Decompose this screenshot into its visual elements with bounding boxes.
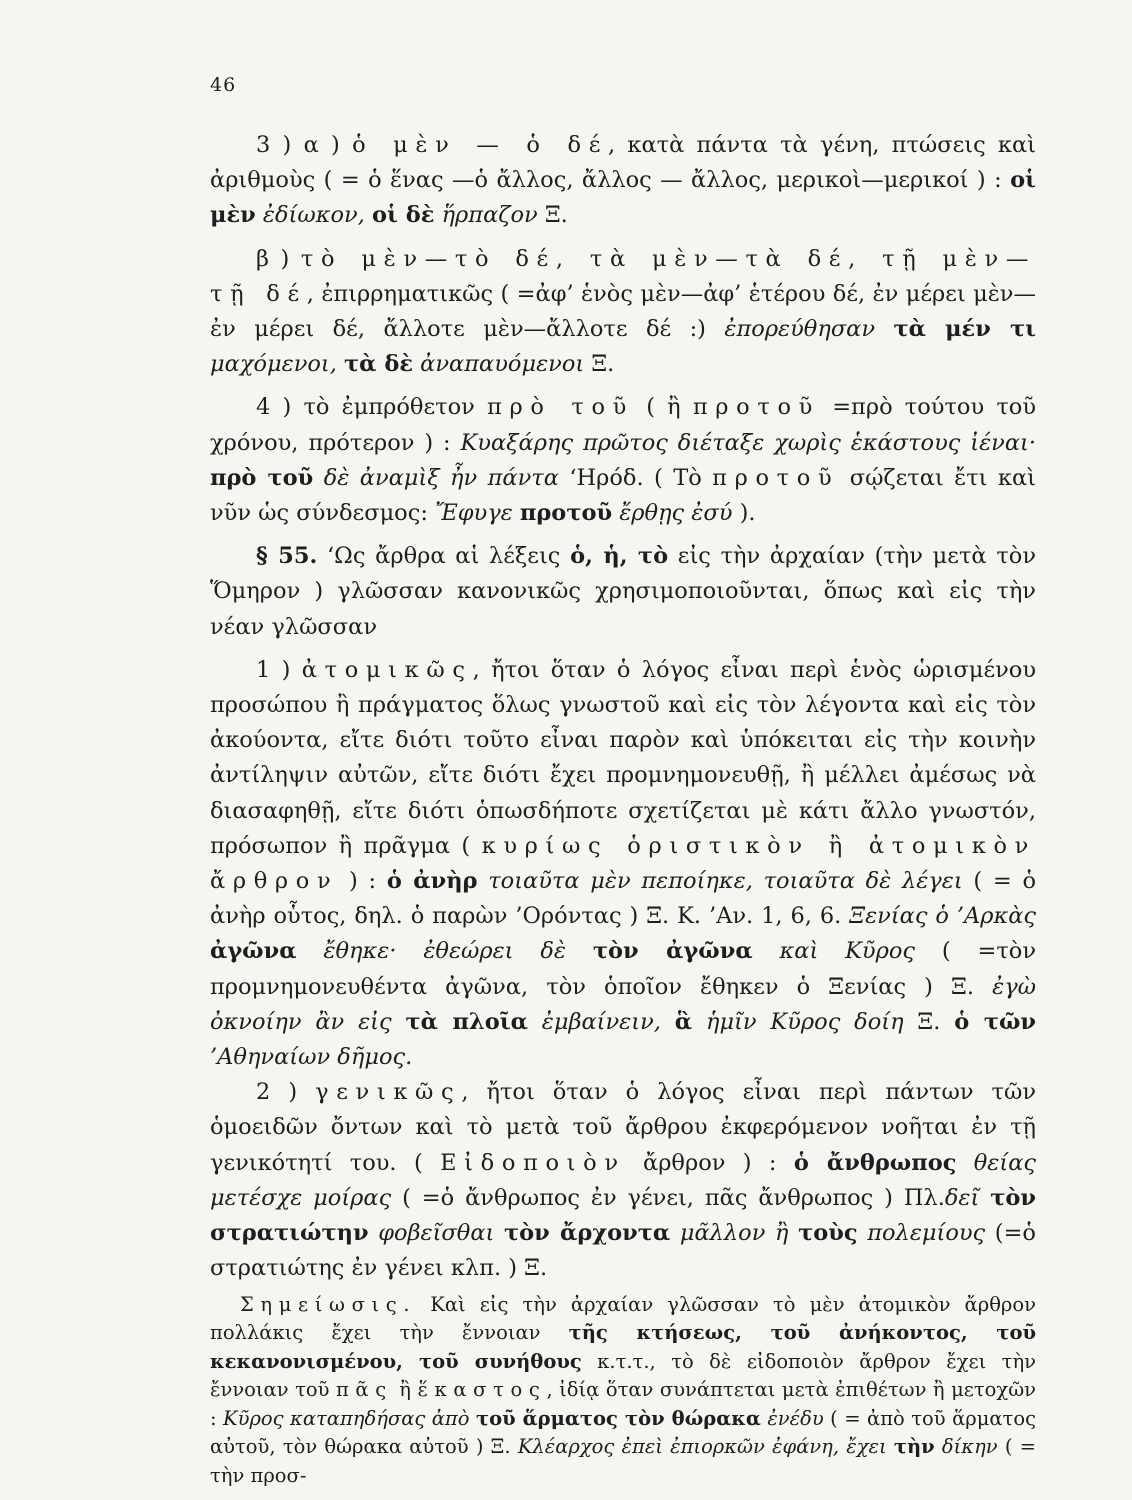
- bold-example: τοὺς: [798, 1220, 858, 1247]
- italic-example: ἔρθῃς ἐσύ: [612, 500, 733, 527]
- italic-example: φοβεῖσθαι: [368, 1220, 504, 1247]
- text-run: ) :: [338, 868, 387, 895]
- italic-example: ἀναπαυόμενοι: [413, 351, 585, 378]
- paragraph-2-generic: [210, 1075, 1036, 1286]
- bold-example: προτοῦ: [519, 500, 613, 527]
- paragraph-3b: [210, 242, 1036, 383]
- bold-example: τῆς κτήσεως, τοῦ ἀνήκοντος, τοῦ κεκανονισμένου, τοῦ συνήθους: [210, 1321, 1036, 1373]
- italic-example: ἐδίωκον,: [255, 202, 372, 229]
- bold-example: τὰ δὲ: [344, 351, 414, 378]
- body-text: [210, 128, 1036, 1491]
- text-run: ἄρθρον ) :: [625, 1149, 794, 1176]
- bold-example: ὁ ἄνθρωπος: [793, 1149, 957, 1176]
- text-run: εἰς τὴν ἀρχαίαν (τὴν μετὰ τὸν Ὅμηρον ) γλῶσσαν κανονικῶς χρησιμοποιοῦνται, ὅπως καὶ εἰς τὴν νέαν γλῶσσαν: [210, 543, 1036, 640]
- spaced-term: Εἰδοποιὸν: [440, 1149, 626, 1176]
- italic-example: τοιαῦτα μὲν πεποίηκε, τοιαῦτα δὲ λέγει: [477, 868, 963, 895]
- italic-example: θείας μετέσχε μοίρας: [210, 1149, 1036, 1211]
- text-run: ( =ὁ ἄνθρωπος ἐν γένει, πᾶς ἄνθρωπος ) Πλ.: [391, 1184, 945, 1211]
- note-label: Σημείωσις.: [240, 1292, 417, 1316]
- italic-example: ’Αθηναίων δῆμος.: [210, 1044, 413, 1071]
- bold-example: τὰ πλοῖα: [405, 1008, 528, 1035]
- item-label: 3 ) α ): [256, 132, 353, 158]
- bold-example: οἱ μὲν: [210, 167, 1036, 229]
- text-run: ( =τὸν προμνημονευθέντα ἀγῶνα, τὸν ὁποῖον ἔθηκεν ὁ Ξενίας ) Ξ.: [210, 938, 1036, 1000]
- spaced-term: ἕκαστος: [417, 1378, 547, 1402]
- italic-example: Ἔφυγε: [435, 500, 520, 527]
- italic-example: καὶ Κῦρος: [752, 938, 915, 965]
- text-run: ‘Ως ἄρθρα αἱ λέξεις: [317, 543, 571, 570]
- text-run: Ξ.: [903, 1008, 955, 1035]
- bold-example: ἀγῶνα: [210, 938, 297, 965]
- spaced-term: ἀτομικῶς: [301, 656, 473, 683]
- italic-example: Κυαξάρης πρῶτος διέταξε χωρὶς ἑκάστους ἰέναι·: [460, 429, 1037, 456]
- paragraph-3a: [210, 128, 1036, 234]
- spaced-term: προτοῦ: [712, 464, 840, 491]
- spaced-term: κυρίως ὁριστικὸν ἢ ἀτομικὸν ἄρθρον: [210, 832, 1037, 895]
- italic-example: μᾶλλον ἢ: [670, 1220, 799, 1247]
- text-run: Ξ.: [537, 202, 568, 229]
- bold-example: ὁ ἀνὴρ: [386, 868, 478, 895]
- bold-example: πρὸ τοῦ: [210, 464, 314, 491]
- paragraph-4: [210, 390, 1036, 531]
- spaced-term: προτοῦ: [692, 394, 820, 421]
- item-label: β ): [256, 245, 301, 272]
- italic-example: δὲ ἀναμὶξ ἦν πάντα: [313, 464, 559, 491]
- text-run: , ἤτοι ὅταν ὁ λόγος εἶναι περὶ ἑνὸς ὡρισμένου προσώπου ἢ πράγματος ὅλως γνωστοῦ καὶ εἰς τὸν λέγοντα καὶ εἰς τὸν ἀκούοντα, εἴτε διότι τοῦτο εἶναι παρὸν καὶ ὑπόκειται εἰς τὴν κοινὴν ἀντίληψιν αὐτῶν, εἴτε διότι ἔχει προμνημονευθῇ, ἢ μέλλει ἀμέσως νὰ διασαφηθῇ, εἴτε διότι ὁπωσδήποτε σχετίζεται μὲ κάτι ἄλλο γνωστόν, πρόσωπον ἢ πρᾶγμα (: [210, 656, 1037, 859]
- spaced-term: τὸ μὲν—τὸ δέ, τὰ μὲν—τὰ δέ, τῇ μὲν—τῇ δέ: [210, 245, 1036, 307]
- bold-example: τὴν: [893, 1435, 935, 1459]
- italic-example: μαχόμενοι,: [210, 351, 345, 378]
- spaced-term: πρὸ τοῦ: [487, 394, 634, 421]
- text-run: Ξ.: [584, 351, 615, 378]
- bold-example: τὸν ἀγῶνα: [592, 938, 753, 965]
- bold-example: τὸν ἄρχοντα: [503, 1220, 671, 1247]
- text-run: , κατὰ πάντα τὰ γένη, πτώσεις καὶ ἀριθμοὺς ( = ὁ ἕνας —ὁ ἄλλος, ἄλλος — ἄλλος, μερικοὶ—μερικοί ) :: [210, 132, 1036, 194]
- paragraph-1-atomic: [210, 653, 1036, 1075]
- italic-example: Ξενίας ὁ ’Αρκὰς: [849, 903, 1036, 930]
- page-number: 46: [210, 74, 237, 96]
- text-run: , ἤτοι ὅταν ὁ λόγος εἶναι περὶ πάντων τῶν ὁμοειδῶν ὄντων καὶ τὸ μετὰ τοῦ ἄρθρου ἐκφερόμενον νοῆται ἐν τῇ γενικότητί του. (: [210, 1079, 1036, 1176]
- spaced-term: γενικῶς: [315, 1079, 462, 1106]
- section-55-heading-paragraph: [210, 539, 1036, 645]
- item-label: 2 ): [256, 1079, 316, 1106]
- italic-example: ἐγὼ ὀκνοίην ἂν εἰς: [210, 973, 1036, 1035]
- text-run: ( = ἀπὸ τοῦ ἅρματος αὐτοῦ, τὸν θώρακα αὐτοῦ ) Ξ.: [210, 1406, 1036, 1459]
- italic-example: ἔθηκε· ἐθεώρει δὲ: [296, 938, 593, 965]
- text-run: (=ὁ στρατιώτης ἐν γένει κλπ. ) Ξ.: [210, 1220, 1036, 1282]
- section-number: § 55.: [256, 543, 318, 570]
- italic-example: Κλέαρχος ἐπεὶ ἐπιορκῶν ἐφάνη, ἔχει: [517, 1435, 894, 1459]
- bold-example: τὸν στρατιώτην: [210, 1184, 1036, 1247]
- text-run: ( = τὴν προσ-: [210, 1435, 1037, 1488]
- spaced-term: ὁ μὲν — ὁ δέ: [352, 132, 609, 158]
- italic-example: ἡμῖν Κῦρος δοίη: [692, 1008, 904, 1035]
- text-run: Καὶ εἰς τὴν ἀρχαίαν γλῶσσαν τὸ μὲν ἀτομικὸν ἄρθρον πολλάκις ἔχει τὴν ἔννοιαν: [210, 1292, 1036, 1345]
- text-run: ).: [732, 500, 756, 527]
- item-label: 1 ): [256, 656, 302, 683]
- text-run: ἢ: [392, 1378, 418, 1402]
- text-run: , ἐπιρρηματικῶς ( =ἀφ’ ἑνὸς μὲν—ἀφ’ ἑτέρου δέ, ἐν μέρει μὲν—ἐν μέρει δέ, ἄλλοτε μὲν—ἄλλοτε δέ :): [210, 280, 1036, 343]
- bold-example: ὁ τῶν: [954, 1008, 1037, 1035]
- item-label: 4 ) τὸ ἐμπρόθετον: [256, 394, 488, 421]
- text-run: =πρὸ τούτου τοῦ χρόνου, πρότερον ) :: [210, 394, 1037, 456]
- italic-example: ἥρπαζον: [434, 202, 538, 229]
- italic-example: Κῦρος καταπηδήσας ἀπὸ: [223, 1406, 476, 1430]
- italic-example: δίκην: [934, 1435, 998, 1459]
- text-run: σῴζεται ἔτι καὶ νῦν ὡς σύνδεσμος:: [210, 464, 1036, 527]
- note-paragraph: [210, 1291, 1036, 1491]
- text-run: ( ἢ: [634, 394, 693, 421]
- text-run: ( = ὁ ἀνὴρ οὗτος, δηλ. ὁ παρὼν ’Ορόντας ) Ξ. Κ. ’Αν. 1, 6, 6.: [210, 868, 1036, 930]
- text-run: ‘Ηρόδ. ( Τὸ: [558, 464, 713, 491]
- bold-example: οἱ δὲ: [372, 202, 435, 229]
- spaced-term: πᾶς: [335, 1378, 393, 1402]
- italic-example: δεῖ: [944, 1184, 991, 1211]
- bold-example: ἃ: [674, 1008, 693, 1035]
- bold-example: ὁ, ἡ, τὸ: [570, 543, 669, 570]
- bold-example: τοῦ ἅρματος τὸν θώρακα: [475, 1406, 761, 1430]
- text-run: , ἰδίᾳ ὅταν συνάπτεται μετὰ ἐπιθέτων ἢ μετοχῶν :: [210, 1378, 1036, 1430]
- bold-example: τὰ μέν τι: [893, 316, 1036, 343]
- italic-example: ἐπορεύθησαν: [724, 316, 894, 343]
- italic-example: ἐνέδυ: [760, 1406, 824, 1430]
- text-run: κ.τ.τ., τὸ δὲ εἰδοποιὸν ἄρθρον ἔχει τὴν ἔννοιαν τοῦ: [210, 1349, 1036, 1402]
- italic-example: ἐμβαίνειν,: [527, 1008, 675, 1035]
- italic-example: πολεμίους: [857, 1220, 986, 1247]
